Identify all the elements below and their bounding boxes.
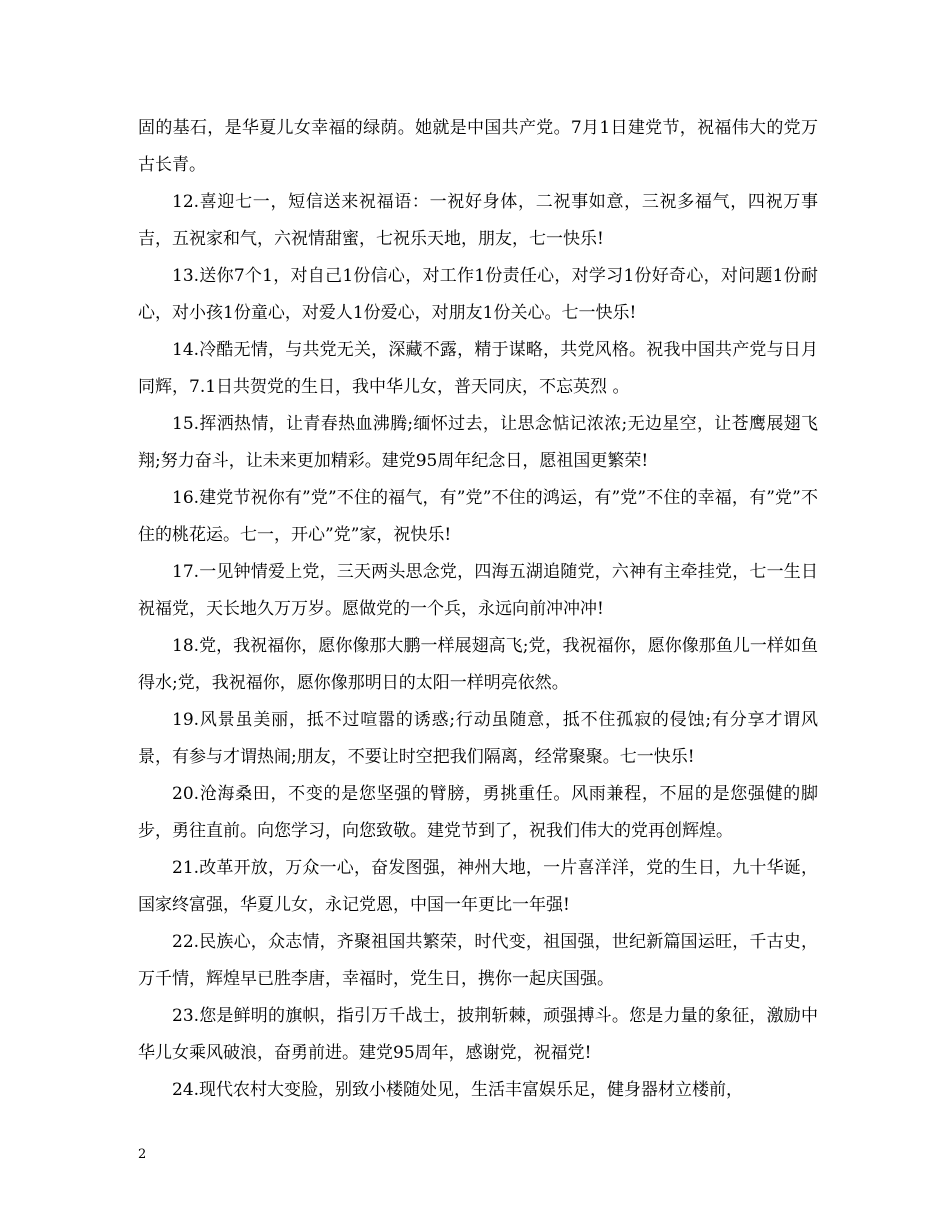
paragraph-item-20: 20.沧海桑田，不变的是您坚强的臂膀，勇挑重任。风雨兼程，不屈的是您强健的脚步，勇往直前。向您学习，向您致敬。建党节到了，祝我们伟大的党再创辉煌。 (138, 784, 818, 841)
paragraph-item-19: 19.风景虽美丽，抵不过喧嚣的诱惑;行动虽随意，抵不住孤寂的侵蚀;有分享才谓风景，有参与才谓热闹;朋友，不要让时空把我们隔离，经常聚聚。七一快乐! (138, 710, 818, 767)
paragraph-item-21: 21.改革开放，万众一心，奋发图强，神州大地，一片喜洋洋，党的生日，九十华诞，国家终富强，华夏儿女，永记党恩，中国一年更比一年强! (138, 858, 818, 915)
paragraph-item-17: 17.一见钟情爱上党，三天两头思念党，四海五湖追随党，六神有主牵挂党，七一生日祝福党，天长地久万万岁。愿做党的一个兵，永远向前冲冲冲! (138, 562, 818, 619)
paragraph-item-13: 13.送你7个1，对自己1份信心，对工作1份责任心，对学习1份好奇心，对问题1份耐心，对小孩1份童心，对爱人1份爱心，对朋友1份关心。七一快乐! (138, 266, 818, 323)
document-body (138, 110, 818, 1109)
paragraph-item-12: 12.喜迎七一，短信送来祝福语：一祝好身体，二祝事如意，三祝多福气，四祝万事吉，五祝家和气，六祝情甜蜜，七祝乐天地，朋友，七一快乐! (138, 192, 818, 249)
paragraph-item-24: 24.现代农村大变脸，别致小楼随处见，生活丰富娱乐足，健身器材立楼前， (172, 1080, 744, 1100)
page-number: 2 (138, 1147, 147, 1162)
paragraph-item-14: 14.冷酷无情，与共党无关，深藏不露，精于谋略，共党风格。祝我中国共产党与日月同辉，7.1日共贺党的生日，我中华儿女，普天同庆，不忘英烈 。 (138, 340, 818, 397)
paragraph-item-16: 16.建党节祝你有”党”不住的福气，有”党”不住的鸿运，有”党”不住的幸福，有”党”不住的桃花运。七一，开心”党”家，祝快乐! (138, 488, 818, 545)
paragraph-item-18: 18.党，我祝福你，愿你像那大鹏一样展翅高飞;党，我祝福你，愿你像那鱼儿一样如鱼得水;党，我祝福你，愿你像那明日的太阳一样明亮依然。 (138, 636, 818, 693)
paragraph-continuation: 固的基石，是华夏儿女幸福的绿荫。她就是中国共产党。7月1日建党节，祝福伟大的党万古长青。 (138, 118, 818, 175)
paragraph-item-22: 22.民族心，众志情，齐聚祖国共繁荣，时代变，祖国强，世纪新篇国运旺，千古史，万千情，辉煌早已胜李唐，幸福时，党生日，携你一起庆国强。 (138, 932, 818, 989)
paragraph-item-23: 23.您是鲜明的旗帜，指引万千战士，披荆斩棘，顽强搏斗。您是力量的象征，激励中华儿女乘风破浪，奋勇前进。建党95周年，感谢党，祝福党! (138, 1006, 818, 1063)
paragraph-item-15: 15.挥洒热情，让青春热血沸腾;缅怀过去，让思念惦记浓浓;无边星空，让苍鹰展翅飞翔;努力奋斗，让未来更加精彩。建党95周年纪念日，愿祖国更繁荣! (138, 414, 818, 471)
